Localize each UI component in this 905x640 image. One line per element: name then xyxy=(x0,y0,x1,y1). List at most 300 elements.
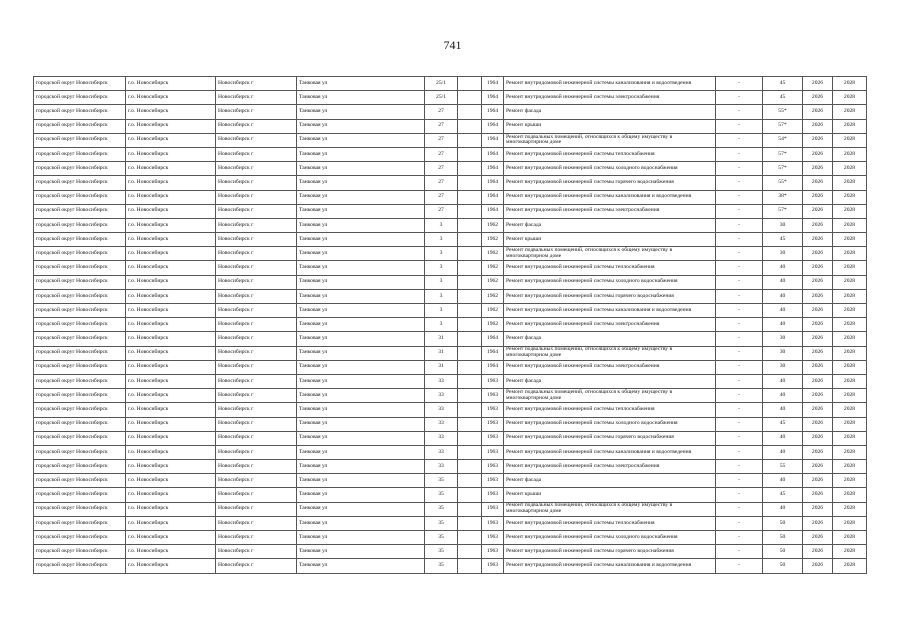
cell-building xyxy=(458,460,482,474)
cell-dash: - xyxy=(716,389,763,403)
cell-year-end: 2028 xyxy=(833,559,867,573)
cell-municipality: городской округ Новосибирск xyxy=(34,431,126,445)
cell-city: Новосибирск г xyxy=(216,516,297,530)
cell-dash: - xyxy=(716,91,763,105)
cell-value: 40 xyxy=(763,502,803,516)
cell-work-type: Ремонт внутридомовой инженерной системы горячего водоснабжения xyxy=(504,289,716,303)
cell-dash: - xyxy=(716,431,763,445)
cell-city: Новосибирск г xyxy=(216,545,297,559)
cell-city: Новосибирск г xyxy=(216,133,297,147)
cell-dash: - xyxy=(716,559,763,573)
cell-district: г.о. Новосибирск xyxy=(126,346,216,360)
table-row xyxy=(34,488,867,502)
cell-city: Новосибирск г xyxy=(216,204,297,218)
cell-year-built: 1963 xyxy=(482,488,504,502)
cell-value: 57* xyxy=(763,147,803,161)
cell-dash: - xyxy=(716,147,763,161)
cell-district: г.о. Новосибирск xyxy=(126,77,216,91)
cell-building xyxy=(458,559,482,573)
cell-work-type: Ремонт внутридомовой инженерной системы канализования и водоотведения xyxy=(504,190,716,204)
cell-street: Танковая ул xyxy=(297,474,425,488)
cell-district: г.о. Новосибирск xyxy=(126,559,216,573)
cell-house-number: 35 xyxy=(425,531,458,545)
cell-year-end: 2028 xyxy=(833,318,867,332)
cell-street: Танковая ул xyxy=(297,190,425,204)
cell-municipality: городской округ Новосибирск xyxy=(34,77,126,91)
cell-year-start: 2026 xyxy=(803,460,833,474)
cell-house-number: 3 xyxy=(425,218,458,232)
cell-work-type: Ремонт внутридомовой инженерной системы электроснабжения xyxy=(504,318,716,332)
cell-municipality: городской округ Новосибирск xyxy=(34,318,126,332)
cell-year-built: 1963 xyxy=(482,531,504,545)
cell-street: Танковая ул xyxy=(297,445,425,459)
cell-year-start: 2026 xyxy=(803,233,833,247)
cell-street: Танковая ул xyxy=(297,119,425,133)
cell-building xyxy=(458,190,482,204)
cell-year-start: 2026 xyxy=(803,360,833,374)
cell-year-end: 2028 xyxy=(833,119,867,133)
cell-street: Танковая ул xyxy=(297,488,425,502)
cell-district: г.о. Новосибирск xyxy=(126,531,216,545)
table-row xyxy=(34,445,867,459)
cell-district: г.о. Новосибирск xyxy=(126,133,216,147)
cell-house-number: 33 xyxy=(425,403,458,417)
cell-value: 40 xyxy=(763,304,803,318)
cell-year-end: 2028 xyxy=(833,431,867,445)
cell-district: г.о. Новосибирск xyxy=(126,147,216,161)
cell-house-number: 31 xyxy=(425,360,458,374)
cell-dash: - xyxy=(716,190,763,204)
cell-municipality: городской округ Новосибирск xyxy=(34,304,126,318)
cell-city: Новосибирск г xyxy=(216,233,297,247)
cell-building xyxy=(458,474,482,488)
cell-dash: - xyxy=(716,77,763,91)
cell-street: Танковая ул xyxy=(297,346,425,360)
cell-value: 30 xyxy=(763,346,803,360)
cell-building xyxy=(458,204,482,218)
cell-street: Танковая ул xyxy=(297,218,425,232)
cell-district: г.о. Новосибирск xyxy=(126,204,216,218)
cell-building xyxy=(458,531,482,545)
cell-district: г.о. Новосибирск xyxy=(126,431,216,445)
cell-work-type: Ремонт внутридомовой инженерной системы электроснабжения xyxy=(504,460,716,474)
cell-city: Новосибирск г xyxy=(216,77,297,91)
cell-district: г.о. Новосибирск xyxy=(126,417,216,431)
cell-year-end: 2028 xyxy=(833,176,867,190)
cell-street: Танковая ул xyxy=(297,516,425,530)
cell-dash: - xyxy=(716,502,763,516)
cell-building xyxy=(458,545,482,559)
cell-district: г.о. Новосибирск xyxy=(126,233,216,247)
cell-value: 50 xyxy=(763,531,803,545)
cell-value: 40 xyxy=(763,474,803,488)
cell-municipality: городской округ Новосибирск xyxy=(34,417,126,431)
cell-dash: - xyxy=(716,133,763,147)
cell-house-number: 25/1 xyxy=(425,91,458,105)
cell-work-type: Ремонт внутридомовой инженерной системы канализования и водоотведения xyxy=(504,445,716,459)
cell-street: Танковая ул xyxy=(297,275,425,289)
cell-dash: - xyxy=(716,332,763,346)
cell-house-number: 27 xyxy=(425,133,458,147)
cell-year-built: 1964 xyxy=(482,360,504,374)
cell-year-built: 1963 xyxy=(482,389,504,403)
cell-building xyxy=(458,289,482,303)
cell-city: Новосибирск г xyxy=(216,559,297,573)
cell-year-built: 1962 xyxy=(482,261,504,275)
cell-work-type: Ремонт внутридомовой инженерной системы холодного водоснабжения xyxy=(504,275,716,289)
cell-work-type: Ремонт подвальных помещений, относящихся к общему имуществу в многоквартирном доме xyxy=(504,346,716,360)
cell-street: Танковая ул xyxy=(297,403,425,417)
table-row xyxy=(34,531,867,545)
cell-work-type: Ремонт внутридомовой инженерной системы электроснабжения xyxy=(504,91,716,105)
cell-year-built: 1963 xyxy=(482,460,504,474)
cell-year-built: 1963 xyxy=(482,516,504,530)
cell-year-end: 2028 xyxy=(833,346,867,360)
cell-municipality: городской округ Новосибирск xyxy=(34,162,126,176)
cell-building xyxy=(458,445,482,459)
cell-municipality: городской округ Новосибирск xyxy=(34,332,126,346)
cell-building xyxy=(458,403,482,417)
cell-work-type: Ремонт фасада xyxy=(504,374,716,388)
cell-dash: - xyxy=(716,204,763,218)
cell-street: Танковая ул xyxy=(297,374,425,388)
cell-house-number: 3 xyxy=(425,261,458,275)
cell-street: Танковая ул xyxy=(297,247,425,261)
cell-year-built: 1963 xyxy=(482,445,504,459)
cell-year-end: 2028 xyxy=(833,474,867,488)
cell-year-start: 2026 xyxy=(803,133,833,147)
cell-municipality: городской округ Новосибирск xyxy=(34,559,126,573)
cell-year-built: 1964 xyxy=(482,147,504,161)
cell-street: Танковая ул xyxy=(297,531,425,545)
cell-municipality: городской округ Новосибирск xyxy=(34,474,126,488)
cell-year-end: 2028 xyxy=(833,91,867,105)
cell-building xyxy=(458,133,482,147)
cell-year-built: 1962 xyxy=(482,318,504,332)
cell-year-end: 2028 xyxy=(833,374,867,388)
cell-value: 30 xyxy=(763,218,803,232)
cell-house-number: 35 xyxy=(425,545,458,559)
cell-year-start: 2026 xyxy=(803,261,833,275)
cell-value: 54* xyxy=(763,133,803,147)
cell-value: 40 xyxy=(763,445,803,459)
cell-work-type: Ремонт фасада xyxy=(504,218,716,232)
cell-value: 40 xyxy=(763,389,803,403)
cell-year-start: 2026 xyxy=(803,91,833,105)
cell-year-built: 1964 xyxy=(482,190,504,204)
cell-district: г.о. Новосибирск xyxy=(126,389,216,403)
cell-district: г.о. Новосибирск xyxy=(126,176,216,190)
cell-street: Танковая ул xyxy=(297,318,425,332)
table-row xyxy=(34,91,867,105)
cell-dash: - xyxy=(716,119,763,133)
cell-year-built: 1964 xyxy=(482,332,504,346)
cell-year-built: 1963 xyxy=(482,559,504,573)
cell-municipality: городской округ Новосибирск xyxy=(34,460,126,474)
cell-year-start: 2026 xyxy=(803,105,833,119)
cell-district: г.о. Новосибирск xyxy=(126,275,216,289)
cell-value: 50 xyxy=(763,559,803,573)
cell-value: 38* xyxy=(763,190,803,204)
cell-street: Танковая ул xyxy=(297,289,425,303)
cell-dash: - xyxy=(716,318,763,332)
cell-city: Новосибирск г xyxy=(216,162,297,176)
cell-city: Новосибирск г xyxy=(216,147,297,161)
cell-work-type: Ремонт фасада xyxy=(504,105,716,119)
table-row xyxy=(34,474,867,488)
cell-dash: - xyxy=(716,218,763,232)
cell-dash: - xyxy=(716,105,763,119)
cell-year-start: 2026 xyxy=(803,318,833,332)
cell-year-start: 2026 xyxy=(803,77,833,91)
cell-city: Новосибирск г xyxy=(216,460,297,474)
cell-house-number: 35 xyxy=(425,516,458,530)
cell-city: Новосибирск г xyxy=(216,389,297,403)
cell-dash: - xyxy=(716,275,763,289)
cell-district: г.о. Новосибирск xyxy=(126,218,216,232)
cell-street: Танковая ул xyxy=(297,389,425,403)
cell-house-number: 3 xyxy=(425,247,458,261)
cell-year-built: 1962 xyxy=(482,247,504,261)
cell-street: Танковая ул xyxy=(297,545,425,559)
cell-district: г.о. Новосибирск xyxy=(126,332,216,346)
cell-municipality: городской округ Новосибирск xyxy=(34,204,126,218)
cell-street: Танковая ул xyxy=(297,176,425,190)
table-row xyxy=(34,275,867,289)
cell-work-type: Ремонт внутридомовой инженерной системы теплоснабжения xyxy=(504,147,716,161)
cell-year-end: 2028 xyxy=(833,105,867,119)
cell-house-number: 3 xyxy=(425,304,458,318)
cell-street: Танковая ул xyxy=(297,105,425,119)
cell-year-end: 2028 xyxy=(833,403,867,417)
cell-year-start: 2026 xyxy=(803,516,833,530)
cell-district: г.о. Новосибирск xyxy=(126,289,216,303)
cell-city: Новосибирск г xyxy=(216,531,297,545)
cell-house-number: 3 xyxy=(425,318,458,332)
cell-year-start: 2026 xyxy=(803,346,833,360)
cell-year-end: 2028 xyxy=(833,332,867,346)
cell-year-start: 2026 xyxy=(803,474,833,488)
cell-year-end: 2028 xyxy=(833,417,867,431)
cell-house-number: 35 xyxy=(425,488,458,502)
cell-street: Танковая ул xyxy=(297,147,425,161)
cell-year-built: 1962 xyxy=(482,233,504,247)
cell-building xyxy=(458,119,482,133)
cell-dash: - xyxy=(716,488,763,502)
cell-house-number: 31 xyxy=(425,332,458,346)
cell-house-number: 27 xyxy=(425,190,458,204)
cell-district: г.о. Новосибирск xyxy=(126,247,216,261)
cell-value: 55* xyxy=(763,176,803,190)
table-row xyxy=(34,389,867,403)
table-row xyxy=(34,77,867,91)
cell-municipality: городской округ Новосибирск xyxy=(34,289,126,303)
cell-year-end: 2028 xyxy=(833,77,867,91)
cell-dash: - xyxy=(716,346,763,360)
cell-district: г.о. Новосибирск xyxy=(126,403,216,417)
cell-value: 40 xyxy=(763,275,803,289)
cell-year-start: 2026 xyxy=(803,502,833,516)
cell-house-number: 3 xyxy=(425,289,458,303)
cell-year-end: 2028 xyxy=(833,233,867,247)
table-row xyxy=(34,162,867,176)
cell-city: Новосибирск г xyxy=(216,403,297,417)
table-row xyxy=(34,431,867,445)
cell-year-start: 2026 xyxy=(803,218,833,232)
cell-municipality: городской округ Новосибирск xyxy=(34,502,126,516)
cell-district: г.о. Новосибирск xyxy=(126,360,216,374)
cell-city: Новосибирск г xyxy=(216,176,297,190)
cell-district: г.о. Новосибирск xyxy=(126,304,216,318)
cell-house-number: 33 xyxy=(425,374,458,388)
cell-street: Танковая ул xyxy=(297,261,425,275)
table-row xyxy=(34,105,867,119)
cell-year-built: 1964 xyxy=(482,119,504,133)
cell-year-end: 2028 xyxy=(833,460,867,474)
cell-building xyxy=(458,332,482,346)
cell-house-number: 27 xyxy=(425,204,458,218)
cell-city: Новосибирск г xyxy=(216,261,297,275)
cell-year-built: 1964 xyxy=(482,204,504,218)
cell-house-number: 27 xyxy=(425,105,458,119)
cell-year-start: 2026 xyxy=(803,559,833,573)
cell-municipality: городской округ Новосибирск xyxy=(34,374,126,388)
cell-work-type: Ремонт внутридомовой инженерной системы электроснабжения xyxy=(504,204,716,218)
cell-work-type: Ремонт крыши xyxy=(504,488,716,502)
cell-value: 40 xyxy=(763,261,803,275)
table-row xyxy=(34,304,867,318)
cell-value: 57* xyxy=(763,204,803,218)
table-row xyxy=(34,559,867,573)
cell-street: Танковая ул xyxy=(297,460,425,474)
table-row xyxy=(34,545,867,559)
cell-street: Танковая ул xyxy=(297,502,425,516)
cell-dash: - xyxy=(716,516,763,530)
cell-building xyxy=(458,176,482,190)
cell-city: Новосибирск г xyxy=(216,218,297,232)
cell-house-number: 33 xyxy=(425,417,458,431)
cell-house-number: 3 xyxy=(425,233,458,247)
cell-city: Новосибирск г xyxy=(216,105,297,119)
cell-dash: - xyxy=(716,162,763,176)
cell-city: Новосибирск г xyxy=(216,289,297,303)
repair-schedule-table-wrap xyxy=(33,76,866,574)
cell-city: Новосибирск г xyxy=(216,374,297,388)
table-row xyxy=(34,176,867,190)
cell-value: 45 xyxy=(763,488,803,502)
cell-year-end: 2028 xyxy=(833,488,867,502)
cell-value: 50 xyxy=(763,516,803,530)
cell-dash: - xyxy=(716,545,763,559)
cell-street: Танковая ул xyxy=(297,204,425,218)
cell-municipality: городской округ Новосибирск xyxy=(34,147,126,161)
cell-city: Новосибирск г xyxy=(216,417,297,431)
cell-year-built: 1964 xyxy=(482,91,504,105)
cell-house-number: 33 xyxy=(425,460,458,474)
cell-year-start: 2026 xyxy=(803,389,833,403)
cell-year-end: 2028 xyxy=(833,531,867,545)
cell-year-end: 2028 xyxy=(833,261,867,275)
cell-building xyxy=(458,502,482,516)
cell-work-type: Ремонт внутридомовой инженерной системы электроснабжения xyxy=(504,360,716,374)
cell-year-start: 2026 xyxy=(803,304,833,318)
cell-building xyxy=(458,105,482,119)
cell-street: Танковая ул xyxy=(297,91,425,105)
cell-value: 45 xyxy=(763,77,803,91)
table-row xyxy=(34,190,867,204)
cell-dash: - xyxy=(716,289,763,303)
table-row xyxy=(34,147,867,161)
cell-building xyxy=(458,77,482,91)
cell-dash: - xyxy=(716,474,763,488)
cell-building xyxy=(458,233,482,247)
cell-year-start: 2026 xyxy=(803,275,833,289)
cell-district: г.о. Новосибирск xyxy=(126,190,216,204)
cell-work-type: Ремонт подвальных помещений, относящихся к общему имуществу в многоквартирном доме xyxy=(504,247,716,261)
cell-dash: - xyxy=(716,176,763,190)
cell-city: Новосибирск г xyxy=(216,91,297,105)
cell-work-type: Ремонт подвальных помещений, относящихся к общему имуществу в многоквартирном доме xyxy=(504,133,716,147)
cell-building xyxy=(458,360,482,374)
repair-schedule-table xyxy=(33,76,867,574)
cell-work-type: Ремонт внутридомовой инженерной системы горячего водоснабжения xyxy=(504,176,716,190)
cell-street: Танковая ул xyxy=(297,431,425,445)
cell-municipality: городской округ Новосибирск xyxy=(34,346,126,360)
cell-house-number: 33 xyxy=(425,445,458,459)
cell-work-type: Ремонт подвальных помещений, относящихся к общему имуществу в многоквартирном доме xyxy=(504,389,716,403)
cell-street: Танковая ул xyxy=(297,133,425,147)
cell-district: г.о. Новосибирск xyxy=(126,474,216,488)
cell-municipality: городской округ Новосибирск xyxy=(34,91,126,105)
cell-year-end: 2028 xyxy=(833,545,867,559)
cell-dash: - xyxy=(716,460,763,474)
cell-work-type: Ремонт внутридомовой инженерной системы горячего водоснабжения xyxy=(504,545,716,559)
cell-year-built: 1964 xyxy=(482,176,504,190)
cell-building xyxy=(458,91,482,105)
cell-building xyxy=(458,318,482,332)
cell-year-start: 2026 xyxy=(803,162,833,176)
cell-year-end: 2028 xyxy=(833,502,867,516)
cell-building xyxy=(458,389,482,403)
cell-municipality: городской округ Новосибирск xyxy=(34,247,126,261)
cell-city: Новосибирск г xyxy=(216,346,297,360)
table-row xyxy=(34,374,867,388)
cell-year-end: 2028 xyxy=(833,218,867,232)
cell-municipality: городской округ Новосибирск xyxy=(34,488,126,502)
cell-dash: - xyxy=(716,374,763,388)
cell-value: 40 xyxy=(763,403,803,417)
cell-city: Новосибирск г xyxy=(216,304,297,318)
cell-year-start: 2026 xyxy=(803,190,833,204)
cell-dash: - xyxy=(716,233,763,247)
cell-district: г.о. Новосибирск xyxy=(126,105,216,119)
cell-building xyxy=(458,218,482,232)
table-row xyxy=(34,332,867,346)
cell-work-type: Ремонт внутридомовой инженерной системы теплоснабжения xyxy=(504,261,716,275)
cell-building xyxy=(458,247,482,261)
cell-city: Новосибирск г xyxy=(216,332,297,346)
cell-municipality: городской округ Новосибирск xyxy=(34,360,126,374)
cell-year-start: 2026 xyxy=(803,417,833,431)
cell-value: 55* xyxy=(763,105,803,119)
cell-year-end: 2028 xyxy=(833,162,867,176)
cell-year-built: 1963 xyxy=(482,474,504,488)
cell-year-built: 1963 xyxy=(482,374,504,388)
cell-year-end: 2028 xyxy=(833,204,867,218)
cell-city: Новосибирск г xyxy=(216,360,297,374)
cell-building xyxy=(458,261,482,275)
cell-year-start: 2026 xyxy=(803,119,833,133)
